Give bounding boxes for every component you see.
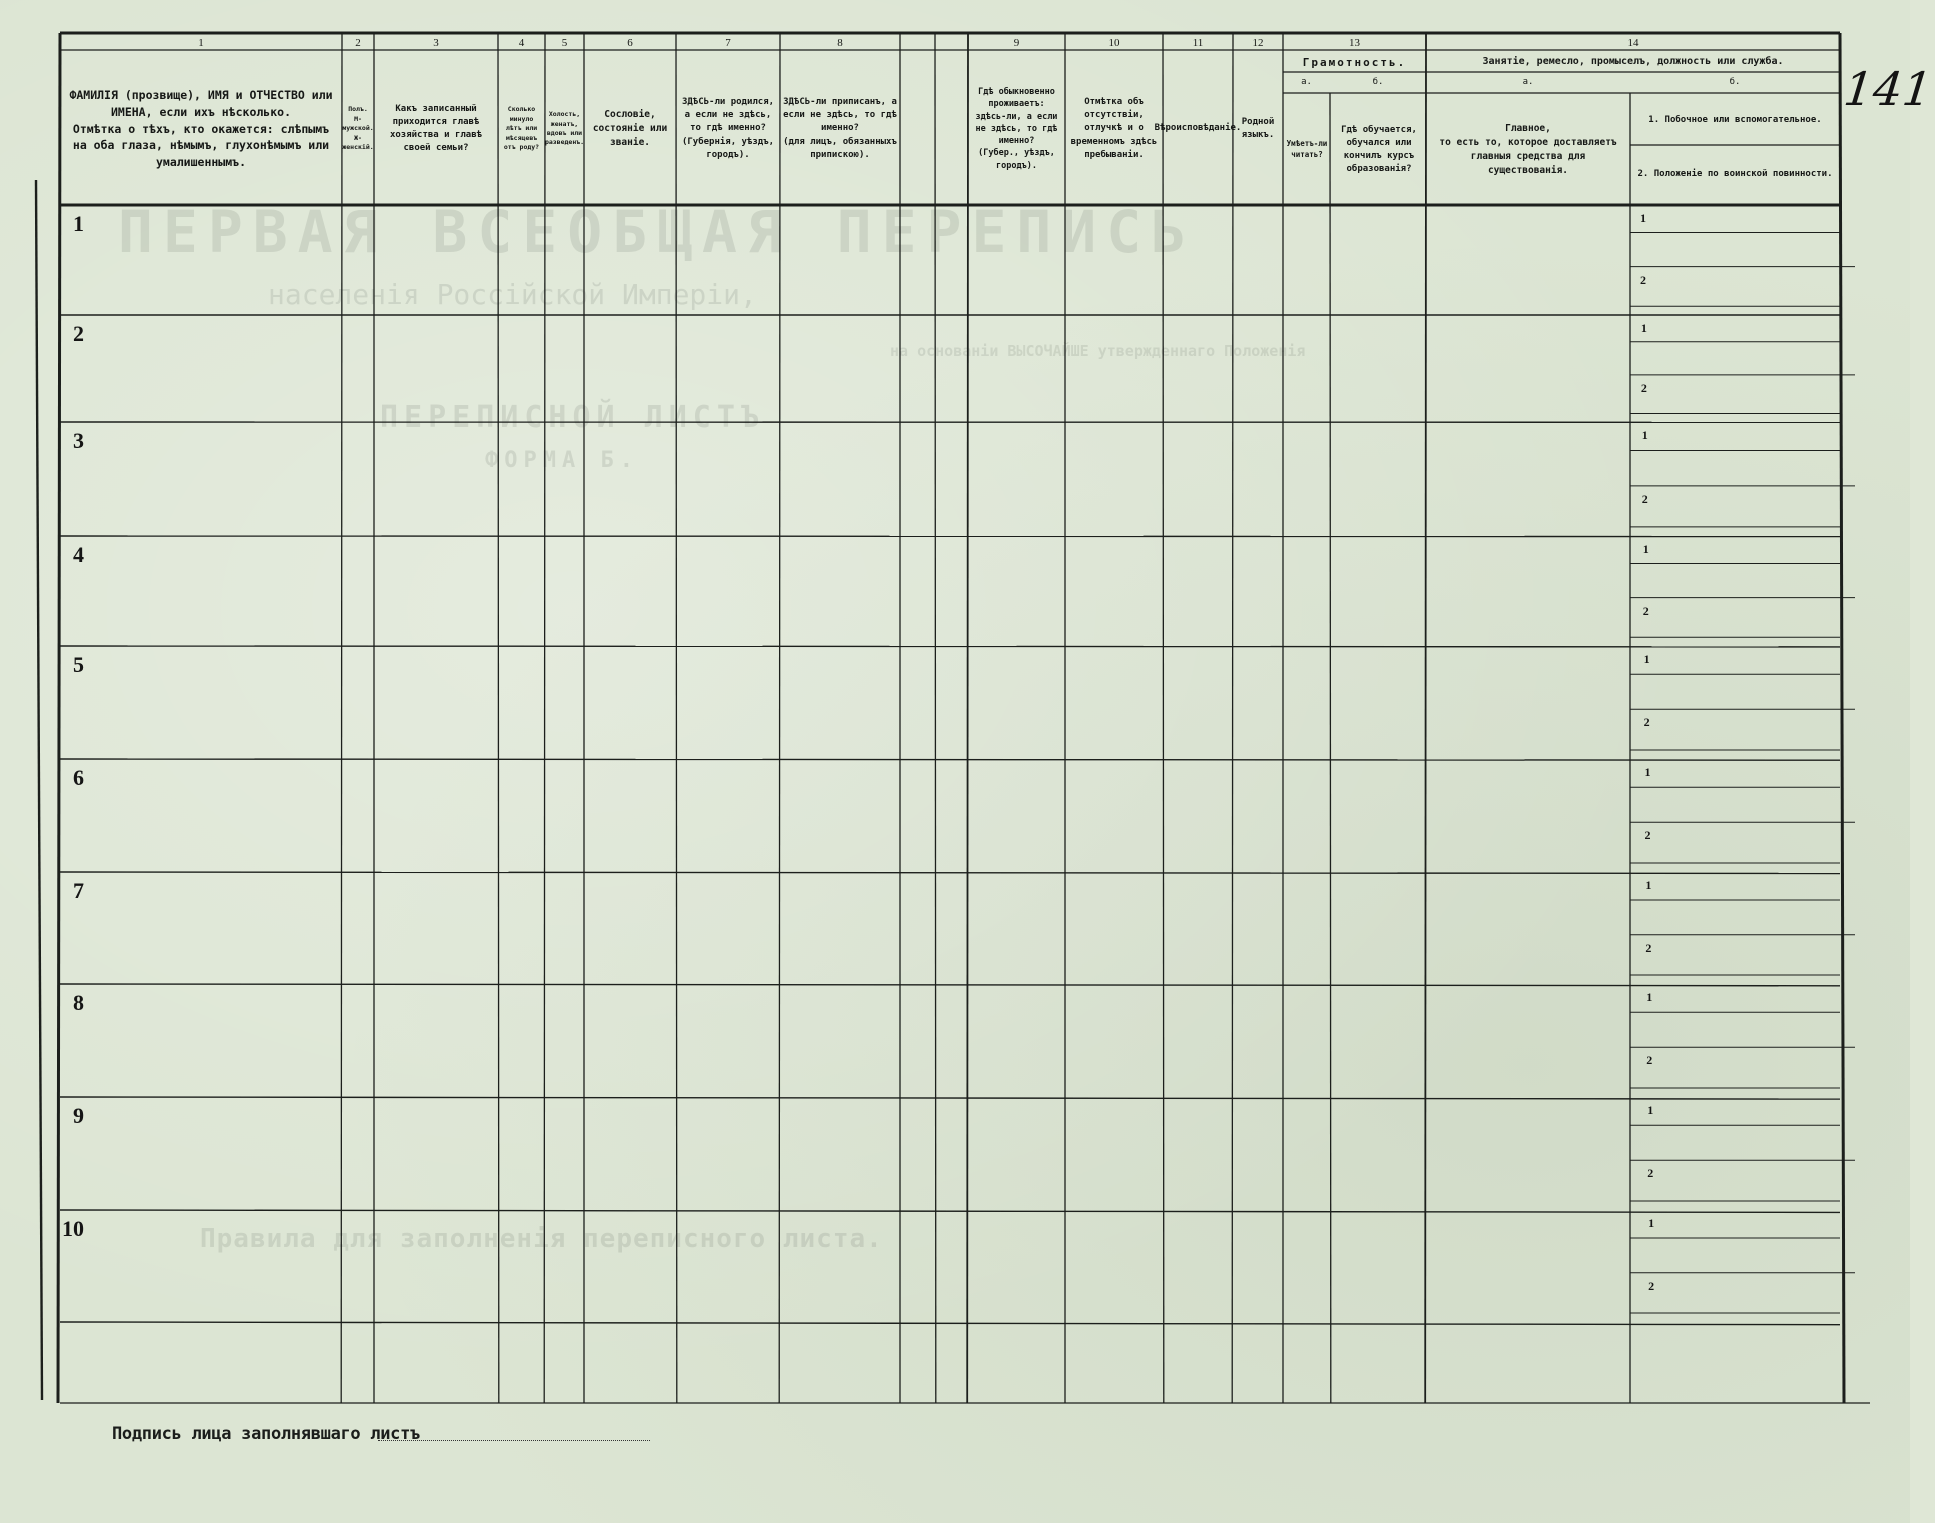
column-header-6: Сословіе, состояніе или званіе.	[592, 109, 668, 148]
column-line	[341, 33, 342, 1403]
column-line	[498, 33, 499, 1403]
row-number-4: 4	[73, 542, 84, 567]
column-line	[544, 33, 545, 1403]
row-line	[60, 872, 1840, 874]
column-13a-header: Умѣетъ-ли читать?	[1286, 139, 1328, 159]
column-header-14: Занятіе, ремесло, промыселъ, должность или служба.	[1482, 56, 1784, 67]
column-13a-letter: а.	[1301, 77, 1312, 87]
column-line	[1330, 93, 1331, 1403]
column-number-4: 4	[518, 37, 525, 49]
ghost-title: ПЕРВАЯ ВСЕОБЩАЯ ПЕРЕПИСЬ	[118, 198, 1197, 266]
row-3-sub-1: 1	[1641, 428, 1648, 442]
row-number-6: 6	[73, 765, 84, 790]
row-number-7: 7	[73, 878, 84, 903]
row-3-sub-2: 2	[1641, 491, 1648, 506]
row-10-sub-1: 1	[1648, 1216, 1655, 1230]
column-header-4: Сколько минуло лѣтъ или мѣсяцевъ отъ роду?	[503, 105, 540, 152]
column-header-3: Какъ записанный приходится главѣ хозяйства и главѣ своей семьи?	[389, 103, 483, 154]
column-number-3: 3	[433, 37, 439, 49]
column-13b-letter: б.	[1372, 77, 1384, 87]
row-number-2: 2	[73, 321, 84, 346]
column-header-10: Отмѣтка объ отсутствіи, отлучкѣ и о временномъ здѣсь пребываніи.	[1070, 97, 1158, 160]
row-number-8: 8	[73, 990, 84, 1015]
ghost-subtitle: населенія Россійской Имперіи,	[268, 278, 757, 311]
ghost-form: ФОРМА Б.	[485, 448, 639, 473]
row-line	[60, 536, 1840, 537]
column-line	[676, 33, 677, 1403]
row-7-sub-2: 2	[1645, 940, 1652, 955]
row-6-sub-1: 1	[1644, 765, 1651, 779]
row-number-9: 9	[73, 1103, 84, 1128]
row-7-sub-1: 1	[1645, 878, 1652, 892]
column-number-6: 6	[627, 37, 633, 49]
ghost-rules: Правила для заполненія переписного листа.	[200, 1224, 883, 1254]
column-line	[935, 33, 936, 1403]
row-4-sub-2: 2	[1642, 603, 1649, 618]
column-header-2: Полъ. М-мужской. Ж-женскій.	[342, 105, 374, 152]
row-number-10: 10	[62, 1216, 84, 1241]
row-number-5: 5	[73, 652, 84, 677]
column-number-11: 11	[1192, 37, 1204, 49]
column-header-11: Вѣроисповѣданіе.	[1154, 123, 1242, 134]
column-header-5: Холость, женатъ, вдовъ или разведенъ.	[544, 110, 585, 147]
row-line	[60, 984, 1840, 986]
column-header-8: ЗДѢСЬ-ли приписанъ, а если не здѣсь, то гдѣ именно? (для лицъ, обязанныхъ припискою).	[783, 97, 897, 160]
column-14b-header-2: 2. Положеніе по воинской повинности.	[1637, 169, 1833, 180]
column-13b-header: Гдѣ обучается, обучался или кончилъ курсъ образованія?	[1341, 124, 1417, 175]
column-14b-header-1: 1. Побочное или вспомогательное.	[1648, 115, 1822, 126]
row-number-3: 3	[73, 428, 84, 453]
column-number-5: 5	[561, 37, 568, 49]
row-10-sub-2: 2	[1648, 1278, 1655, 1293]
row-9-sub-1: 1	[1647, 1103, 1654, 1117]
row-line	[60, 646, 1840, 647]
column-14b-letter: б.	[1729, 77, 1741, 87]
row-9-sub-2: 2	[1647, 1166, 1654, 1181]
row-line	[60, 1097, 1840, 1099]
column-number-9: 9	[1013, 37, 1020, 49]
row-5-sub-2: 2	[1643, 715, 1650, 730]
column-14a-header: Главное, то есть то, которое доставляетъ главныя средства для существованія.	[1439, 123, 1617, 176]
ghost-sheet: ПЕРЕПИСНОЙ ЛИСТЪ	[380, 400, 765, 435]
column-number-12: 12	[1252, 37, 1264, 49]
signature-line	[378, 1440, 650, 1441]
row-1-sub-1: 1	[1640, 211, 1646, 225]
row-line	[60, 1210, 1840, 1212]
row-2-sub-2: 2	[1640, 380, 1647, 395]
column-14a-letter: а.	[1522, 77, 1534, 87]
row-4-sub-1: 1	[1642, 542, 1649, 556]
column-number-7: 7	[725, 37, 731, 49]
column-header-1: ФАМИЛІЯ (прозвище), ИМЯ и ОТЧЕСТВО или ИМЕНА, если ихъ нѣсколько. Отмѣтка о тѣхъ, кто окажется: слѣпымъ на оба глаза, нѣмымъ, глухонѣмымъ или умалишеннымъ.	[69, 88, 333, 169]
column-number-10: 10	[1108, 37, 1120, 49]
column-number-2: 2	[355, 37, 361, 49]
row-line	[60, 1322, 1840, 1325]
column-number-1: 1	[198, 37, 204, 49]
row-6-sub-2: 2	[1644, 828, 1651, 843]
row-1-sub-2: 2	[1640, 272, 1646, 287]
column-header-7: ЗДѢСЬ-ли родился, а если не здѣсь, то гдѣ именно? (Губернія, уѣздъ, городъ).	[681, 97, 775, 160]
column-header-9: Гдѣ обыкновенно проживаетъ: здѣсь-ли, а если не здѣсь, то гдѣ именно? (Губер., уѣздъ, городъ).	[975, 86, 1058, 171]
frame-left	[58, 33, 60, 1403]
row-8-sub-1: 1	[1646, 990, 1653, 1004]
ghost-basis: на основаніи ВЫСОЧАЙШЕ утвержденнаго Положенія	[890, 342, 1306, 360]
column-number-13: 13	[1349, 37, 1360, 49]
frame-right	[1840, 33, 1844, 1403]
row-line	[60, 759, 1840, 760]
row-2-sub-1: 1	[1640, 321, 1647, 335]
signature-label: Подпись лица заполнявшаго листъ	[112, 1424, 420, 1444]
row-8-sub-2: 2	[1646, 1053, 1653, 1068]
row-number-1: 1	[73, 211, 84, 236]
column-line	[1425, 33, 1426, 1403]
row-5-sub-1: 1	[1643, 652, 1650, 666]
column-number-8: 8	[837, 37, 843, 49]
column-line	[967, 33, 968, 1403]
page-number: 141	[1841, 62, 1935, 116]
sheet-edge-left	[36, 180, 42, 1400]
column-header-12: Родной языкъ.	[1241, 116, 1275, 140]
column-line	[1163, 33, 1164, 1403]
column-header-13: Грамотность.	[1302, 56, 1407, 69]
column-line	[779, 33, 780, 1403]
column-line	[1232, 33, 1233, 1403]
column-number-14: 14	[1627, 37, 1639, 49]
